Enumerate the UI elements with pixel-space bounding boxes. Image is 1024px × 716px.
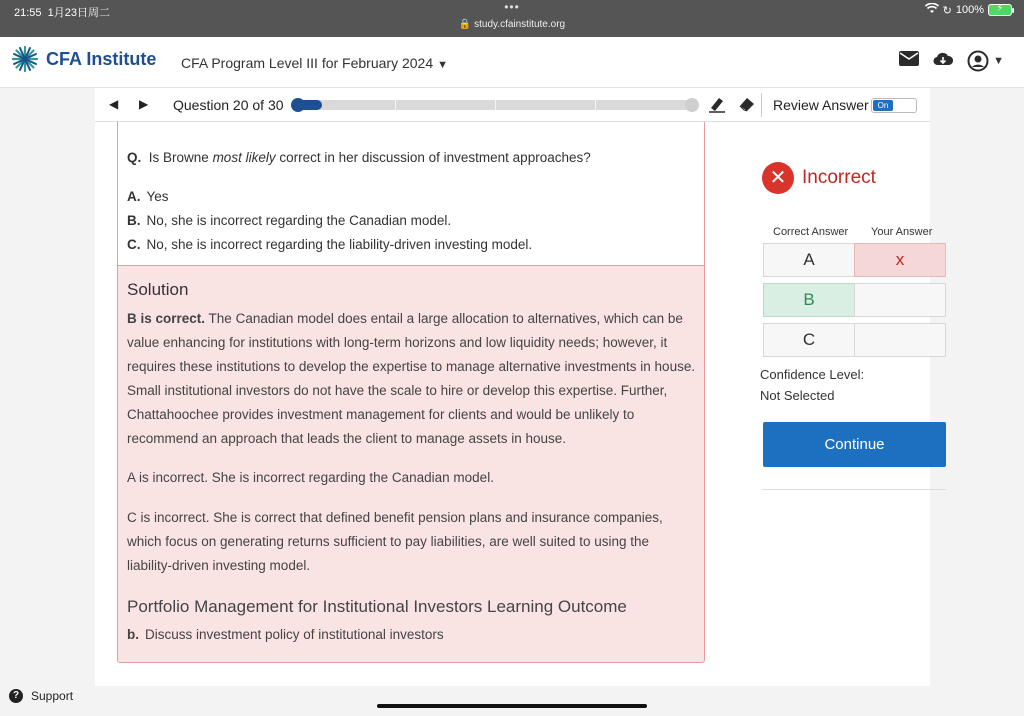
correct-cell-c: C bbox=[763, 323, 855, 357]
support-link[interactable] bbox=[9, 689, 73, 703]
cfa-logo[interactable] bbox=[10, 44, 156, 74]
learning-outcome-title: Portfolio Management for Institutional Investors Learning Outcome bbox=[127, 597, 627, 616]
review-answer-label: Review Answer bbox=[773, 97, 869, 113]
cfa-globe-icon bbox=[10, 44, 40, 74]
correct-answer-header: Correct Answer bbox=[773, 226, 849, 238]
home-indicator[interactable] bbox=[377, 704, 647, 708]
progress-start-dot bbox=[291, 98, 305, 112]
progress-bar bbox=[295, 100, 695, 110]
solution-option-a-note: A is incorrect. She is incorrect regarding the Canadian model. bbox=[127, 470, 494, 485]
review-answer-toggle[interactable] bbox=[871, 98, 917, 113]
question-mark-icon: ? bbox=[9, 689, 23, 703]
learning-outcome-item: b. Discuss investment policy of institutional investors bbox=[127, 627, 444, 642]
mail-icon[interactable] bbox=[899, 51, 919, 71]
correct-cell-b: B bbox=[763, 283, 855, 317]
cloud-download-icon[interactable] bbox=[933, 51, 953, 72]
your-cell-c bbox=[854, 323, 946, 357]
question-text: Q. Is Browne most likely correct in her discussion of investment approaches? bbox=[127, 150, 591, 165]
toggle-on-label: On bbox=[873, 100, 893, 111]
solution-title: Solution bbox=[127, 280, 189, 299]
your-answer-header: Your Answer bbox=[871, 226, 933, 238]
app-header bbox=[0, 37, 1024, 88]
solution-option-c-note: C is incorrect. She is correct that defined benefit pension plans and insurance companies, which focus on generating returns sufficient to pay liabilities, are well suited to using the liability-driven investing model. bbox=[127, 510, 663, 573]
highlighter-icon[interactable] bbox=[707, 95, 727, 118]
wifi-icon bbox=[925, 3, 939, 17]
confidence-value: Not Selected bbox=[760, 388, 835, 403]
user-avatar-icon bbox=[967, 50, 989, 72]
program-label: CFA Program Level III for February 2024 bbox=[181, 55, 434, 71]
prev-question-button[interactable]: ◀ bbox=[109, 97, 119, 111]
correct-cell-a: A bbox=[763, 243, 855, 277]
panel-divider bbox=[762, 489, 946, 490]
continue-button[interactable]: Continue bbox=[763, 422, 946, 467]
program-selector[interactable] bbox=[181, 55, 448, 71]
progress-end-dot bbox=[685, 98, 699, 112]
status-bar bbox=[0, 0, 1024, 37]
question-counter: Question 20 of 30 bbox=[173, 97, 284, 113]
user-menu[interactable] bbox=[967, 50, 1004, 72]
answer-option-c: C. No, she is incorrect regarding the liability-driven investing model. bbox=[127, 237, 533, 252]
battery-percent: 100% bbox=[955, 4, 984, 16]
solution-explanation: B is correct. The Canadian model does entail a large allocation to alternatives, which can be value enhancing for institutions with long-term horizons and low liquidity needs; however, it requires these institutions to develop the expertise to manage alternative investments in house. Small institutional investors do not have the scale to hire or develop this expertise. Further, Chattahoochee provides investment management for clients and would be unlikely to recommend an approach that leads the client to manage assets in house. bbox=[127, 311, 696, 446]
orientation-lock-icon: ↻ bbox=[942, 4, 952, 17]
question-box bbox=[117, 122, 705, 266]
url-bar[interactable]: 🔒 study.cfainstitute.org bbox=[458, 19, 566, 30]
your-cell-a: x bbox=[854, 243, 946, 277]
x-circle-icon: ✕ bbox=[762, 162, 794, 194]
caret-down-icon: ▼ bbox=[437, 59, 449, 71]
answer-option-b: B. No, she is incorrect regarding the Canadian model. bbox=[127, 213, 452, 228]
result-text: Incorrect bbox=[802, 167, 876, 188]
result-status bbox=[762, 162, 876, 194]
multitask-dots[interactable]: ••• bbox=[504, 0, 520, 14]
your-cell-b bbox=[854, 283, 946, 317]
solution-panel bbox=[117, 265, 705, 663]
status-right bbox=[925, 3, 1012, 17]
caret-down-icon: ▼ bbox=[993, 55, 1004, 67]
battery-icon: ⚡ bbox=[988, 4, 1012, 16]
confidence-label: Confidence Level: bbox=[760, 367, 865, 382]
answer-option-a: A. Yes bbox=[127, 189, 169, 204]
next-question-button[interactable]: ▶ bbox=[139, 97, 149, 111]
status-time: 21:55 1月23日周二 bbox=[14, 7, 111, 19]
logo-text: CFA Institute bbox=[46, 48, 157, 69]
eraser-icon[interactable] bbox=[737, 95, 757, 118]
question-toolbar bbox=[95, 88, 930, 122]
support-label: Support bbox=[31, 689, 74, 703]
toolbar-divider bbox=[761, 93, 762, 117]
